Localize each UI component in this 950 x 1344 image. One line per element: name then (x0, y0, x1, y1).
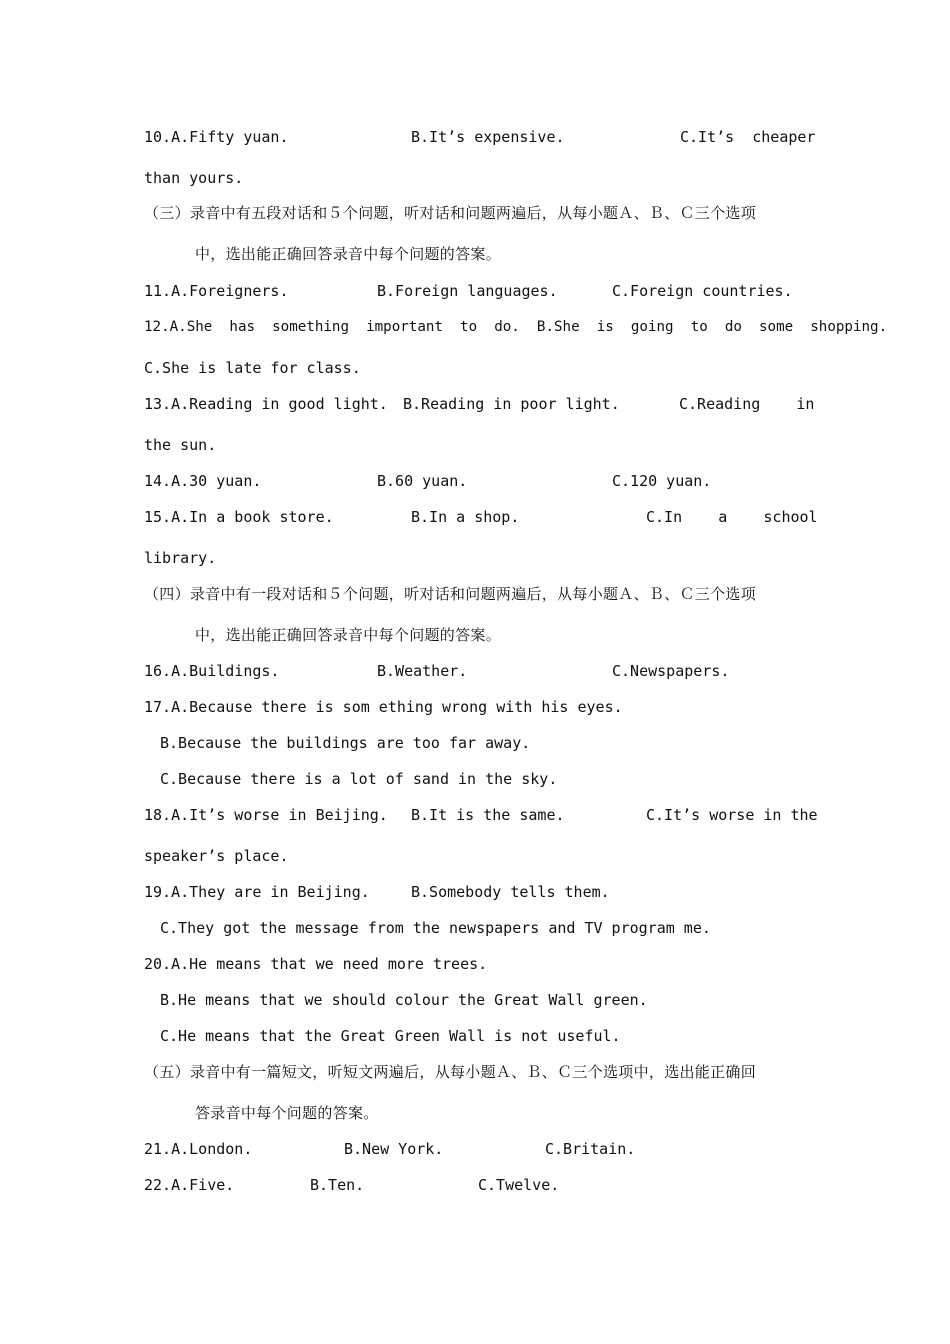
question-15 (144, 506, 818, 528)
q19-option-b: B.Somebody tells them. (411, 883, 610, 901)
q11-option-b: B.Foreign languages. (377, 282, 558, 300)
q12-option-c: C.She is late for class. (144, 359, 361, 377)
q20-option-c: C.He means that the Great Green Wall is not useful. (160, 1027, 621, 1045)
question-19 (144, 881, 806, 903)
q18-option-c: C.It’s worse in the (646, 806, 818, 824)
q15-option-c: C.In a school (646, 508, 818, 526)
section-3-instruction-line2: 中，选出能正确回答录音中每个问题的答案。 (195, 245, 502, 263)
q15-option-a: 15.A.In a book store. (144, 508, 334, 526)
q22-option-b: B.Ten. (310, 1176, 365, 1194)
q21-option-a: 21.A.London. (144, 1140, 253, 1158)
section-4-instruction-line2: 中，选出能正确回答录音中每个问题的答案。 (195, 626, 502, 644)
q18-option-b: B.It is the same. (411, 806, 565, 824)
q10-option-b: B.It’s expensive. (411, 128, 565, 146)
q13-option-c-continued: the sun. (144, 436, 217, 454)
q14-option-c: C.120 yuan. (612, 472, 712, 490)
q20-option-a: 20.A.He means that we need more trees. (144, 955, 488, 973)
q19-option-a: 19.A.They are in Beijing. (144, 883, 370, 901)
q17-option-b: B.Because the buildings are too far away. (160, 734, 531, 752)
question-13 (144, 393, 815, 415)
q14-option-a: 14.A.30 yuan. (144, 472, 262, 490)
section-4-instruction-line1: （四）录音中有一段对话和５个问题，听对话和问题两遍后，从每小题Ａ、Ｂ、Ｃ三个选项 (144, 585, 757, 603)
q17-option-a: 17.A.Because there is som ething wrong with his eyes. (144, 698, 623, 716)
q10-option-c: C.It’s cheaper (680, 128, 816, 146)
q20-option-b: B.He means that we should colour the Great Wall green. (160, 991, 648, 1009)
q21-option-b: B.New York. (344, 1140, 444, 1158)
section-3-instruction-line1: （三）录音中有五段对话和５个问题，听对话和问题两遍后，从每小题Ａ、Ｂ、Ｃ三个选项 (144, 204, 757, 222)
question-18 (144, 804, 818, 826)
q11-option-c: C.Foreign countries. (612, 282, 793, 300)
q16-option-b: B.Weather. (377, 662, 468, 680)
question-10 (144, 126, 816, 148)
question-22 (144, 1174, 806, 1196)
question-11 (144, 280, 806, 302)
q22-option-c: C.Twelve. (478, 1176, 560, 1194)
q16-option-a: 16.A.Buildings. (144, 662, 280, 680)
q18-option-c-continued: speaker’s place. (144, 847, 289, 865)
q12-options-ab: 12.A.She has something important to do. B.She is going to do some shopping. (144, 319, 888, 335)
question-16 (144, 660, 806, 682)
q15-option-c-continued: library. (144, 549, 217, 567)
q14-option-b: B.60 yuan. (377, 472, 468, 490)
q11-option-a: 11.A.Foreigners. (144, 282, 289, 300)
q18-option-a: 18.A.It’s worse in Beijing. (144, 806, 388, 824)
q13-option-c: C.Reading in (679, 395, 815, 413)
question-14 (144, 470, 806, 492)
q13-option-b: B.Reading in poor light. (403, 395, 620, 413)
q21-option-c: C.Britain. (545, 1140, 636, 1158)
q10-option-a: 10.A.Fifty yuan. (144, 128, 289, 146)
section-5-instruction-line2: 答录音中每个问题的答案。 (195, 1104, 379, 1122)
q17-option-c: C.Because there is a lot of sand in the sky. (160, 770, 558, 788)
q13-option-a: 13.A.Reading in good light. (144, 395, 388, 413)
q22-option-a: 22.A.Five. (144, 1176, 235, 1194)
q16-option-c: C.Newspapers. (612, 662, 730, 680)
question-21 (144, 1138, 806, 1160)
q10-option-c-continued: than yours. (144, 169, 244, 187)
q19-option-c: C.They got the message from the newspapers and TV program me. (160, 919, 711, 937)
q15-option-b: B.In a shop. (411, 508, 520, 526)
section-5-instruction-line1: （五）录音中有一篇短文，听短文两遍后，从每小题Ａ、Ｂ、Ｃ三个选项中，选出能正确回 (144, 1063, 757, 1081)
